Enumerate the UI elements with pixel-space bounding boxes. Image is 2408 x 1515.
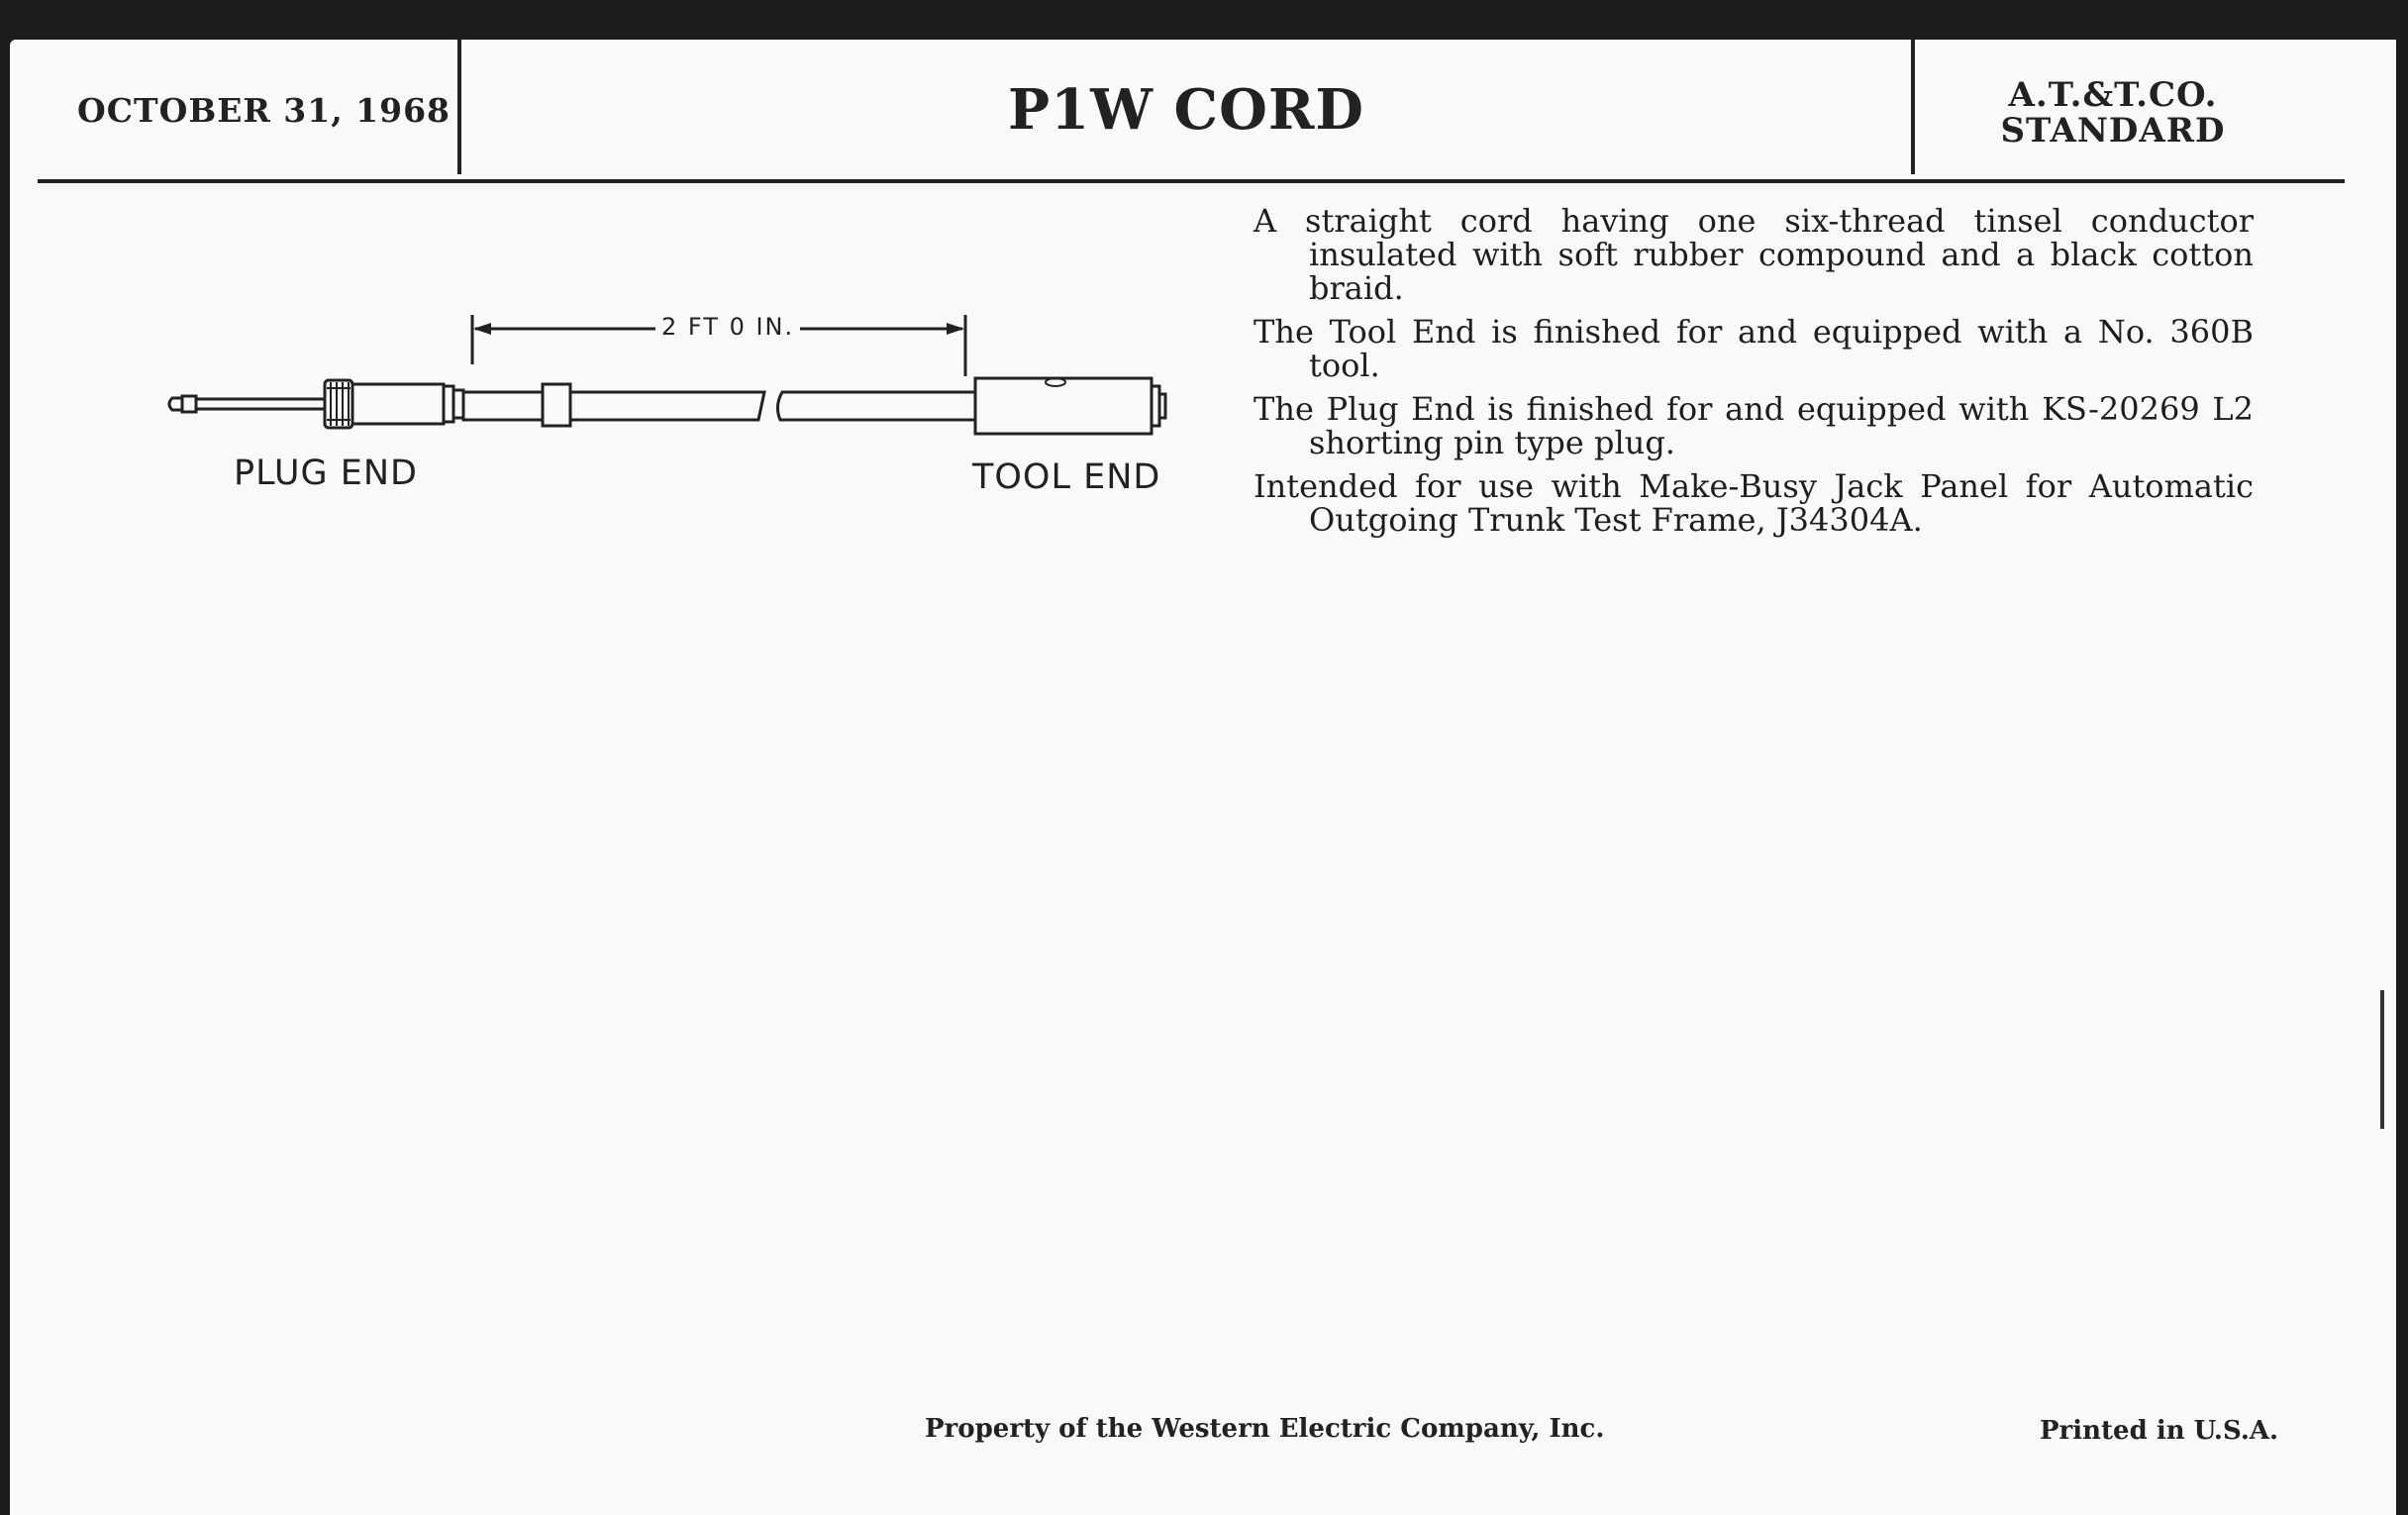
cord-diagram [158,297,1188,515]
cord-description [1254,204,2254,547]
issue-date: OCTOBER 31, 1968 [77,91,452,130]
description-paragraph: Intended for use with Make-Busy Jack Panel for Automatic Outgoing Trunk Test Frame, J34304A. [1254,467,2254,539]
tool-end-label: TOOL END [972,457,1161,497]
description-paragraph: The Tool End is finished for and equipped with a No. 360B tool. [1254,313,2254,384]
property-notice: Property of the Western Electric Company, Inc. [925,1414,1605,1444]
document-card [10,40,2396,1515]
scan-edge-mark [2380,990,2384,1129]
header-rule [38,179,2345,183]
header [10,40,2396,178]
printed-notice: Printed in U.S.A. [2040,1416,2279,1446]
plug-end-label: PLUG END [234,454,418,493]
dimension-label: 2 FT 0 IN. [655,313,800,341]
standard-line-1: A.T.&T.CO. [2008,75,2218,115]
standard-label [1915,77,2311,149]
page-title: P1W CORD [1008,77,1364,143]
description-paragraph: The Plug End is finished for and equipped with KS-20269 L2 shorting pin type plug. [1254,390,2254,461]
standard-line-2: STANDARD [2000,111,2226,151]
description-paragraph: A straight cord having one six-thread tinsel conductor insulated with soft rubber compound and a black cotton braid. [1254,202,2254,307]
